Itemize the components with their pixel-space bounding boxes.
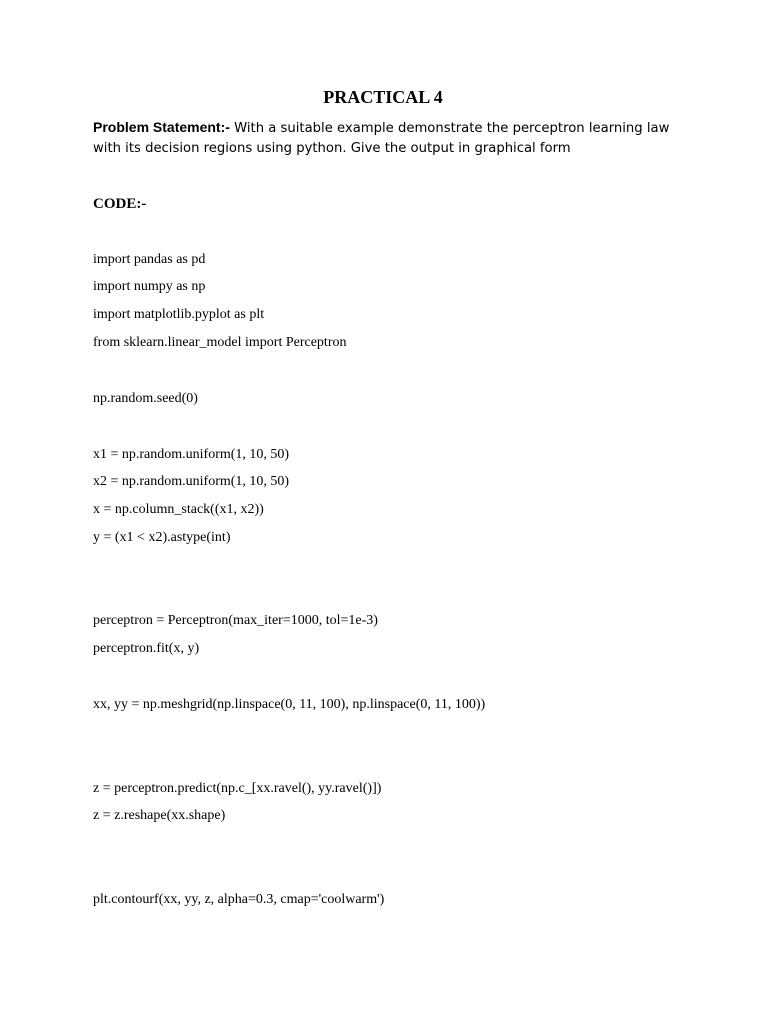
page-title: PRACTICAL 4 [323, 87, 443, 107]
code-line: import pandas as pd [93, 252, 206, 267]
code-line: xx, yy = np.meshgrid(np.linspace(0, 11, 100), np.linspace(0, 11, 100)) [93, 697, 486, 712]
code-line: plt.contourf(xx, yy, z, alpha=0.3, cmap='coolwarm') [93, 892, 385, 907]
problem-statement [93, 117, 693, 159]
problem-statement-text-line-2: with its decision regions using python. Give the output in graphical form [93, 141, 571, 156]
code-line: import matplotlib.pyplot as plt [93, 307, 265, 322]
code-line: np.random.seed(0) [93, 391, 198, 406]
code-line: x = np.column_stack((x1, x2)) [93, 502, 264, 517]
code-line: perceptron = Perceptron(max_iter=1000, tol=1e-3) [93, 613, 378, 628]
code-line: x1 = np.random.uniform(1, 10, 50) [93, 447, 290, 462]
code-line: perceptron.fit(x, y) [93, 641, 200, 656]
problem-statement-text-line-1: With a suitable example demonstrate the perceptron learning law [229, 121, 670, 136]
code-line: z = z.reshape(xx.shape) [93, 808, 226, 823]
code-heading: CODE:- [93, 196, 147, 212]
code-line: from sklearn.linear_model import Perceptron [93, 335, 347, 350]
code-line: y = (x1 < x2).astype(int) [93, 530, 231, 545]
problem-statement-label: Problem Statement:- [93, 119, 230, 135]
code-line: x2 = np.random.uniform(1, 10, 50) [93, 474, 290, 489]
code-line: z = perceptron.predict(np.c_[xx.ravel(), yy.ravel()]) [93, 781, 382, 796]
code-line: import numpy as np [93, 279, 206, 294]
